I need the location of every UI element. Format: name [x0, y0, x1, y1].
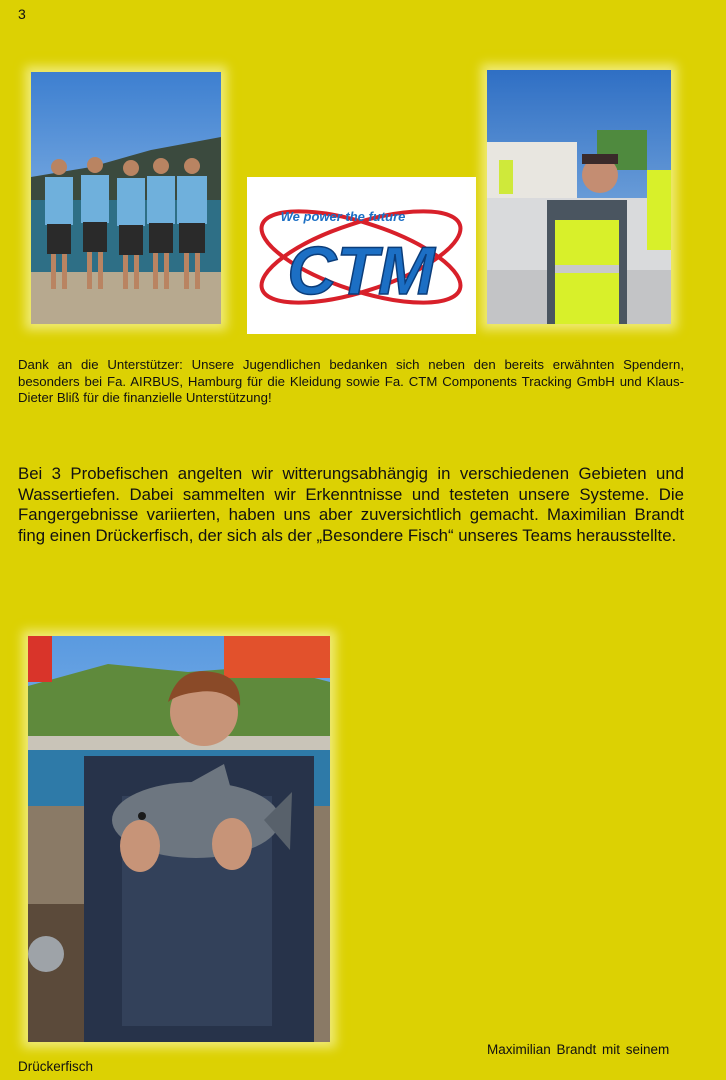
team-photo: [31, 72, 221, 324]
sponsor-thanks-text: Dank an die Unterstützer: Unsere Jugendlichen bedanken sich neben den bereits erwähnten Spendern, besonders bei Fa. AIRBUS, Hamburg für die Kleidung sowie Fa. CTM Components Tracking GmbH und Klaus-Dieter Bliß für die finanzielle Unterstützung!: [18, 357, 684, 405]
fisher-photo: [28, 636, 330, 1042]
logo-tagline: We power the future: [280, 209, 406, 224]
report-paragraph: Bei 3 Probefischen angelten wir witterungsabhängig in verschiedenen Gebieten und Wassertiefen. Dabei sammelten wir Erkenntnisse und testeten unsere Systeme. Die Fangergebnisse variierten, haben uns aber zuversichtlich gemacht. Maximilian Brandt fing einen Drückerfisch, der sich als der „Besondere Fisch“ unseres Teams herausstellte.: [18, 464, 684, 545]
ctm-logo: [247, 177, 476, 334]
photo-caption-line2: Drückerfisch: [18, 1059, 94, 1074]
page-number: 3: [18, 6, 26, 22]
volunteer-photo: [487, 70, 671, 324]
photo-caption-line1: Maximilian Brandt mit seinem: [487, 1042, 670, 1057]
logo-wordmark: CTM: [287, 233, 435, 309]
